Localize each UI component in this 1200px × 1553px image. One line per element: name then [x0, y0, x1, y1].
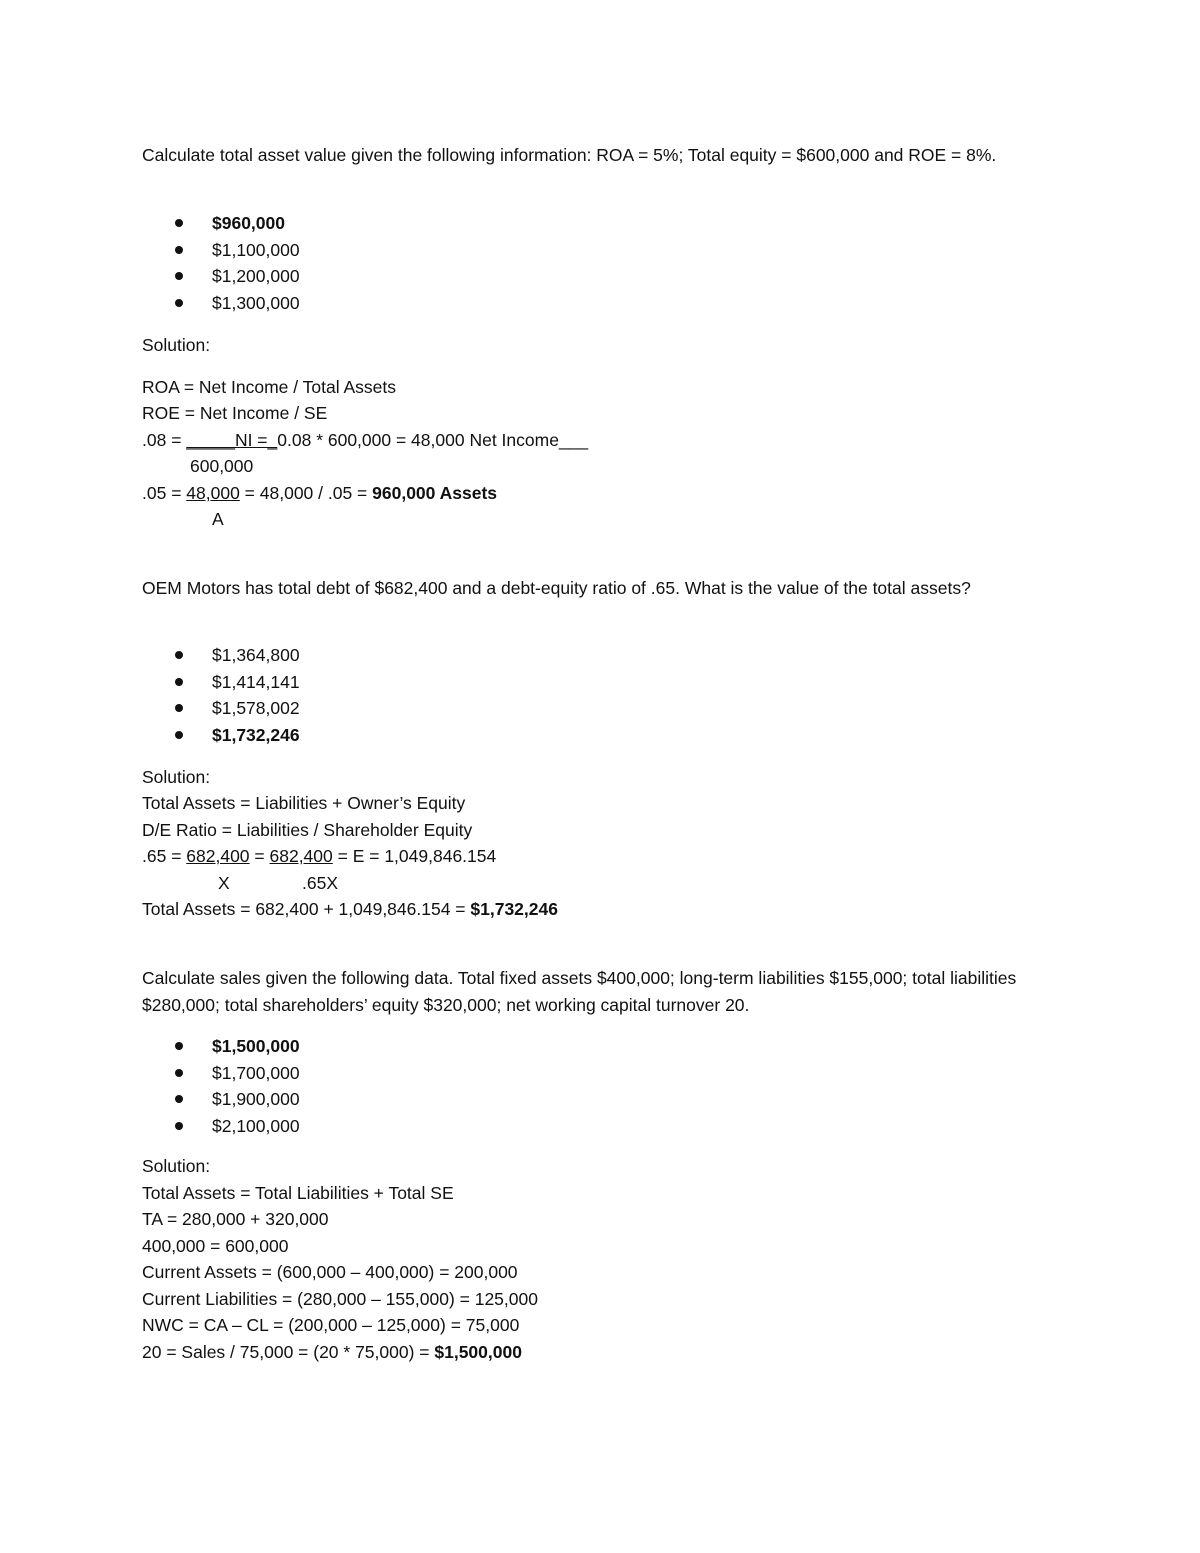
solution-line: D/E Ratio = Liabilities / Shareholder Equity — [142, 820, 473, 840]
bullet-icon — [175, 1069, 183, 1077]
question-2-text: OEM Motors has total debt of $682,400 and a debt-equity ratio of .65. What is the value of the total assets? — [142, 578, 971, 598]
list-item: $1,578,002 — [172, 695, 300, 722]
solution-line: .65 = 682,400 = 682,400 = E = 1,049,846.154 — [142, 846, 497, 866]
solution-line: NWC = CA – CL = (200,000 – 125,000) = 75,000 — [142, 1315, 520, 1335]
list-item: $1,732,246 — [172, 722, 300, 749]
solution-line: TA = 280,000 + 320,000 — [142, 1209, 329, 1229]
bullet-icon — [175, 272, 183, 280]
solution-line: Current Assets = (600,000 – 400,000) = 200,000 — [142, 1262, 518, 1282]
bullet-icon — [175, 1122, 183, 1130]
solution-line: ROE = Net Income / SE — [142, 403, 328, 423]
list-item: $1,700,000 — [172, 1060, 300, 1087]
question-1-options — [172, 210, 300, 316]
list-item: $1,364,800 — [172, 642, 300, 669]
bullet-icon — [175, 219, 183, 227]
list-item: $1,100,000 — [172, 237, 300, 264]
solution-line: 400,000 = 600,000 — [142, 1236, 289, 1256]
solution-line: Total Assets = Liabilities + Owner’s Equity — [142, 793, 466, 813]
solution-line: X — [218, 873, 230, 893]
solution-label: Solution: — [142, 335, 211, 355]
solution-line: .65X — [302, 873, 338, 893]
question-3-text: Calculate sales given the following data. Total fixed assets $400,000; long-term liabilities $155,000; total liabilities $280,000; total shareholders’ equity $320,000; net working capital turnover 20. — [142, 968, 1017, 1015]
solution-line: ROA = Net Income / Total Assets — [142, 377, 397, 397]
bullet-icon — [175, 299, 183, 307]
list-item: $1,500,000 — [172, 1033, 300, 1060]
bullet-icon — [175, 1042, 183, 1050]
solution-line: 20 = Sales / 75,000 = (20 * 75,000) = $1,500,000 — [142, 1342, 522, 1362]
list-item: $1,414,141 — [172, 669, 300, 696]
solution-line: Current Liabilities = (280,000 – 155,000) = 125,000 — [142, 1289, 538, 1309]
solution-line: 600,000 — [190, 456, 254, 476]
bullet-icon — [175, 731, 183, 739]
list-item: $960,000 — [172, 210, 300, 237]
solution-line: Total Assets = 682,400 + 1,049,846.154 = $1,732,246 — [142, 899, 558, 919]
solution-label: Solution: — [142, 767, 211, 787]
list-item: $1,200,000 — [172, 263, 300, 290]
question-1-text: Calculate total asset value given the following information: ROA = 5%; Total equity = $600,000 and ROE = 8%. — [142, 145, 997, 165]
list-item: $1,300,000 — [172, 290, 300, 317]
bullet-icon — [175, 246, 183, 254]
solution-line: A — [212, 509, 224, 529]
question-2-options — [172, 642, 300, 748]
list-item: $2,100,000 — [172, 1113, 300, 1140]
solution-line: Total Assets = Total Liabilities + Total SE — [142, 1183, 454, 1203]
solution-line: .08 = _____NI =_0.08 * 600,000 = 48,000 Net Income___ — [142, 430, 589, 450]
bullet-icon — [175, 651, 183, 659]
solution-line: .05 = 48,000 = 48,000 / .05 = 960,000 Assets — [142, 483, 498, 503]
solution-label: Solution: — [142, 1156, 211, 1176]
bullet-icon — [175, 678, 183, 686]
question-3-options — [172, 1033, 300, 1139]
bullet-icon — [175, 1095, 183, 1103]
list-item: $1,900,000 — [172, 1086, 300, 1113]
bullet-icon — [175, 704, 183, 712]
